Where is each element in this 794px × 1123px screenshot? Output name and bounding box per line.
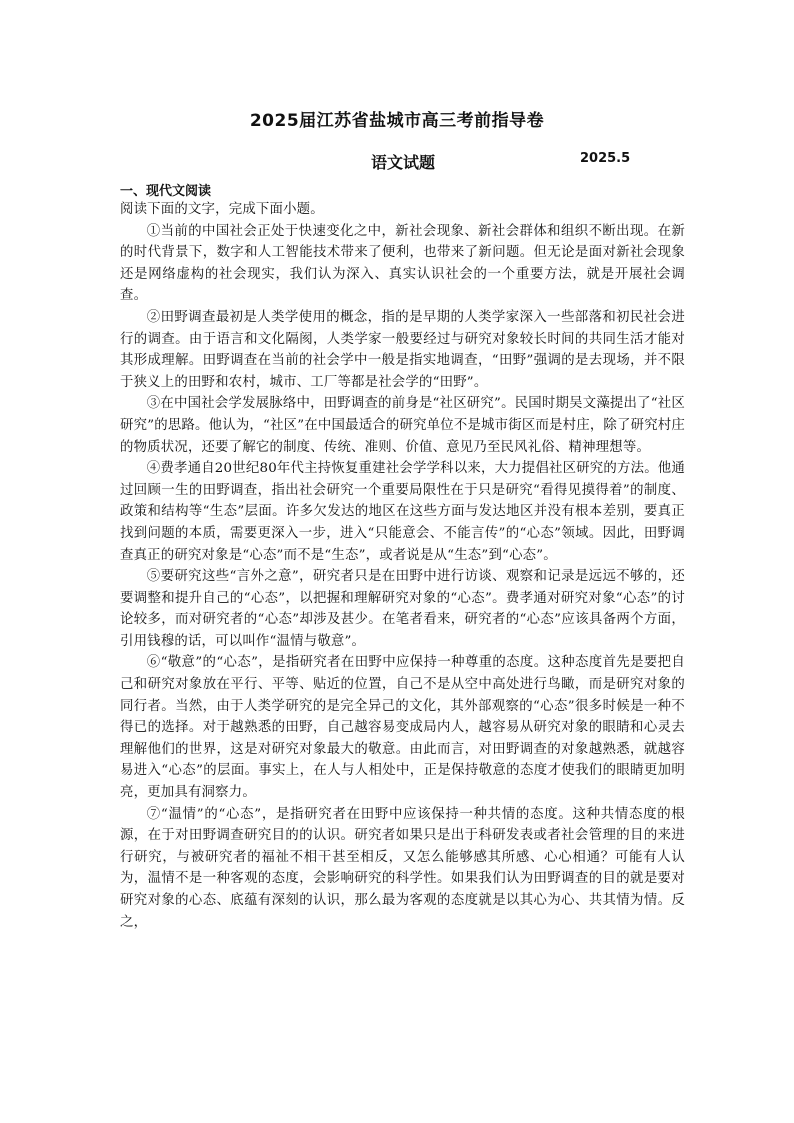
paragraph-2: ②田野调查最初是人类学使用的概念，指的是早期的人类学家深入一些部落和初民社会进行的调查。由于语言和文化隔阂，人类学家一般要经过与研究对象较长时间的共同生活才能对其形成理解。田野调查在当前的社会学中一般是指实地调查，“田野”强调的是去现场，并不限于狭义上的田野和农村，城市、工厂等都是社会学的“田野”。 <box>120 309 685 390</box>
page-title: 2025届江苏省盐城市高三考前指导卷 <box>249 111 545 131</box>
reading-instruction: 阅读下面的文字，完成下面小题。 <box>120 202 324 217</box>
exam-subtitle: 语文试题 <box>371 153 436 172</box>
paragraph-7: ⑦“温情”的“心态”，是指研究者在田野中应该保持一种共情的态度。这种共情态度的根源，在于对田野调查研究目的的认识。研究者如果只是出于科研发表或者社会管理的目的来进行研究，与被研究者的福祉不相干甚至相反，又怎么能够感其所感、心心相通？可能有人认为，温情不是一种客观的态度，会影响研究的科学性。如果我们认为田野调查的目的就是要对研究对象的心态、底蕴有深刻的认识，那么最为客观的态度就是以其心为心、共其情为情。反之， <box>120 806 685 930</box>
paragraph-3: ③在中国社会学发展脉络中，田野调查的前身是“社区研究”。民国时期吴文藻提出了“社区研究”的思路。他认为，“社区”在中国最适合的研究单位不是城市街区而是村庄，除了研究村庄的物质状况，还要了解它的制度、传统、准则、价值、意见乃至民风礼俗、精神理想等。 <box>120 396 685 455</box>
exam-date: 2025.5 <box>580 151 631 166</box>
paragraph-6: ⑥“敬意”的“心态”，是指研究者在田野中应保持一种尊重的态度。这种态度首先是要把自己和研究对象放在平行、平等、贴近的位置，自己不是从空中高处进行鸟瞰，而是研究对象的同行者。当然，由于人类学研究的是完全异己的文化，其外部观察的“心态”很多时候是一种不得已的选择。对于越熟悉的田野，自己越容易变成局内人，越容易从研究对象的眼睛和心灵去理解他们的世界，这是对研究对象最大的敬意。由此而言，对田野调查的对象越熟悉，就越容易进入“心态”的层面。事实上，在人与人相处中，正是保持敬意的态度才使我们的眼睛更加明亮，更加具有洞察力。 <box>120 655 685 801</box>
paragraph-1: ①当前的中国社会正处于快速变化之中，新社会现象、新社会群体和组织不断出现。在新的时代背景下，数字和人工智能技术带来了便利，也带来了新问题。但无论是面对新社会现象还是网络虚构的社会现实，我们认为深入、真实认识社会的一个重要方法，就是开展社会调查。 <box>120 223 685 304</box>
paragraph-4: ④费孝通自20世纪80年代主持恢复重建社会学学科以来，大力提倡社区研究的方法。他通过回顾一生的田野调查，指出社会研究一个重要局限性在于只是研究“看得见摸得着”的制度、政策和结构等“生态”层面。许多欠发达的地区在这些方面与发达地区并没有根本差别，要真正找到问题的本质，需要更深入一步，进入“只能意会、不能言传”的“心态”领域。因此，田野调查真正的研究对象是“心态”而不是“生态”，或者说是从“生态”到“心态”。 <box>120 461 685 563</box>
paragraph-5: ⑤要研究这些“言外之意”，研究者只是在田野中进行访谈、观察和记录是远远不够的，还要调整和提升自己的“心态”，以把握和理解研究对象的“心态”。费孝通对研究对象“心态”的讨论较多，而对研究者的“心态”却涉及甚少。在笔者看来，研究者的“心态”应该具备两个方面，引用钱穆的话，可以叫作“温情与敬意”。 <box>120 569 685 649</box>
section-heading: 一、现代文阅读 <box>120 184 212 199</box>
reading-passage <box>120 199 685 933</box>
